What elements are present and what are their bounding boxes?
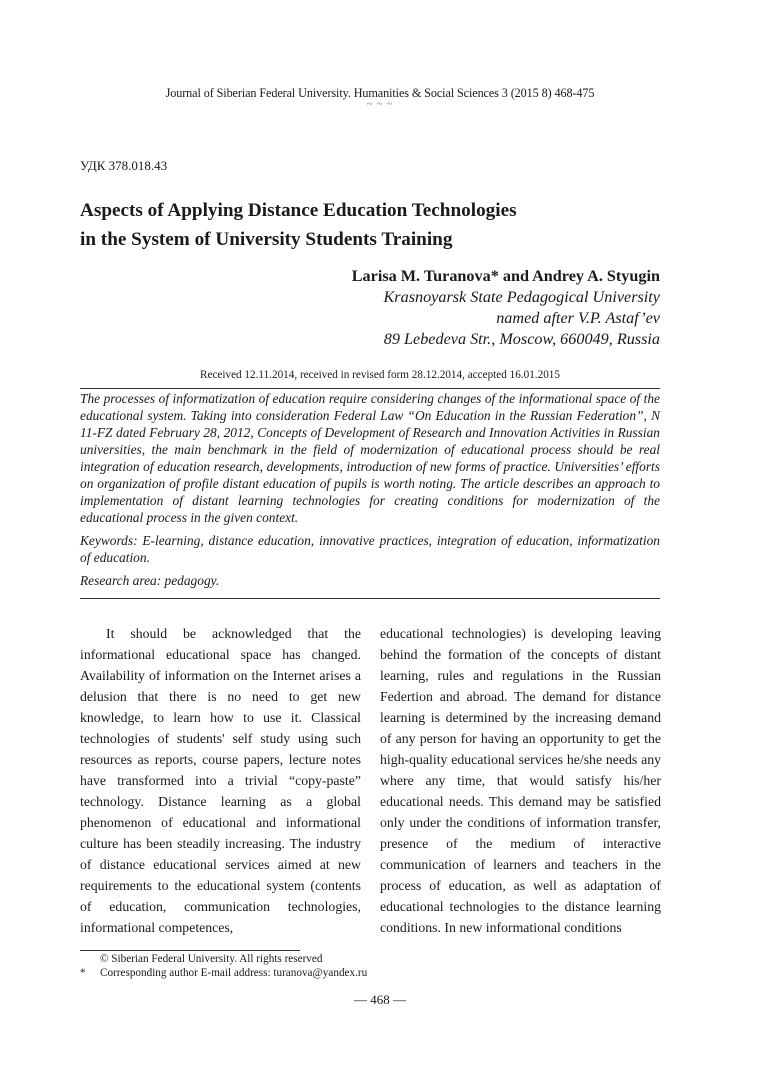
copyright-text: © Siberian Federal University. All rights reserved <box>100 953 323 965</box>
header-ornament: ~ ~ ~ <box>366 99 394 110</box>
page-number: — 468 — <box>354 992 406 1007</box>
body-paragraph: It should be acknowledged that the informational educational space has changed. Availability of information on the Internet arises a delusion that there is no need to get new knowledge, to learn how to use it. Classical technologies of students' self study using such resources as reports, course papers, lecture notes have transformed into a trivial “copy-paste” technology. Distance learning as a global phenomenon of educational and informational culture has been steadily increasing. The industry of distance educational services aimed at new requirements to the educational system (contents of education, communication technologies, informational competences, <box>80 626 361 935</box>
asterisk-mark: * <box>80 967 86 979</box>
abstract-block <box>80 390 660 589</box>
keywords: Keywords: E-learning, distance education, innovative practices, integration of education, informatization of education. <box>80 533 660 565</box>
abstract-top-rule <box>80 388 660 389</box>
article-title <box>80 196 680 254</box>
body-paragraph: educational technologies) is developing leaving behind the formation of the concepts of distant learning, rules and regulations in the Russian Federtion and abroad. The demand for distance learning is determined by the increasing demand of any person for having an opportunity to get the high-quality educational services he/she needs any where any time, that would satisfy his/her educational needs. This demand may be satisfied only under the conditions of information transfer, presence of the medium of interactive communication of learners and teachers in the process of education, as well as adaptation of educational technologies to the distance learning conditions. In new informational conditions <box>380 626 661 935</box>
research-area: Research area: pedagogy. <box>80 573 220 588</box>
udk-code: УДК 378.018.43 <box>80 158 168 173</box>
journal-header: Journal of Siberian Federal University. Humanities & Social Sciences 3 (2015 8) 468-475 <box>165 86 595 100</box>
body-column-left <box>80 623 361 938</box>
author-names: Larisa M. Turanova* and Andrey A. Styugin <box>351 267 660 285</box>
copyright-note <box>80 952 367 966</box>
received-dates: Received 12.11.2014, received in revised form 28.12.2014, accepted 16.01.2015 <box>200 369 560 381</box>
affiliation-line-1: Krasnoyarsk State Pedagogical University <box>383 288 660 306</box>
title-line-2: in the System of University Students Training <box>80 229 453 250</box>
abstract-text: The processes of informatization of education require considering changes of the informational space of the educational system. Taking into consideration Federal Law “On Education in the Russian Federation”, N 11-FZ dated February 28, 2012, Concepts of Development of Research and Innovation Activities in Russian universities, the main benchmark in the field of modernization of educational process should be real integration of education research, developments, introduction of new forms of practice. Universities’ efforts on organization of profile distant education of pupils is worth noting. The article describes an approach to implementation of distant learning technologies for creating conditions for modernization of the educational process in the given context. <box>80 391 660 525</box>
title-line-1: Aspects of Applying Distance Education Technologies <box>80 200 517 221</box>
affiliation-address: 89 Lebedeva Str., Moscow, 660049, Russia <box>383 330 660 348</box>
abstract-bottom-rule <box>80 598 660 599</box>
corresponding-author-note <box>80 966 367 980</box>
corresponding-author-text: Corresponding author E-mail address: turanova@yandex.ru <box>100 967 368 979</box>
affiliation-line-2: named after V.P. Astaf’ev <box>496 309 660 327</box>
footnote-rule <box>80 950 300 951</box>
author-block <box>352 266 660 350</box>
body-column-right <box>380 623 661 938</box>
footnotes <box>80 952 367 980</box>
